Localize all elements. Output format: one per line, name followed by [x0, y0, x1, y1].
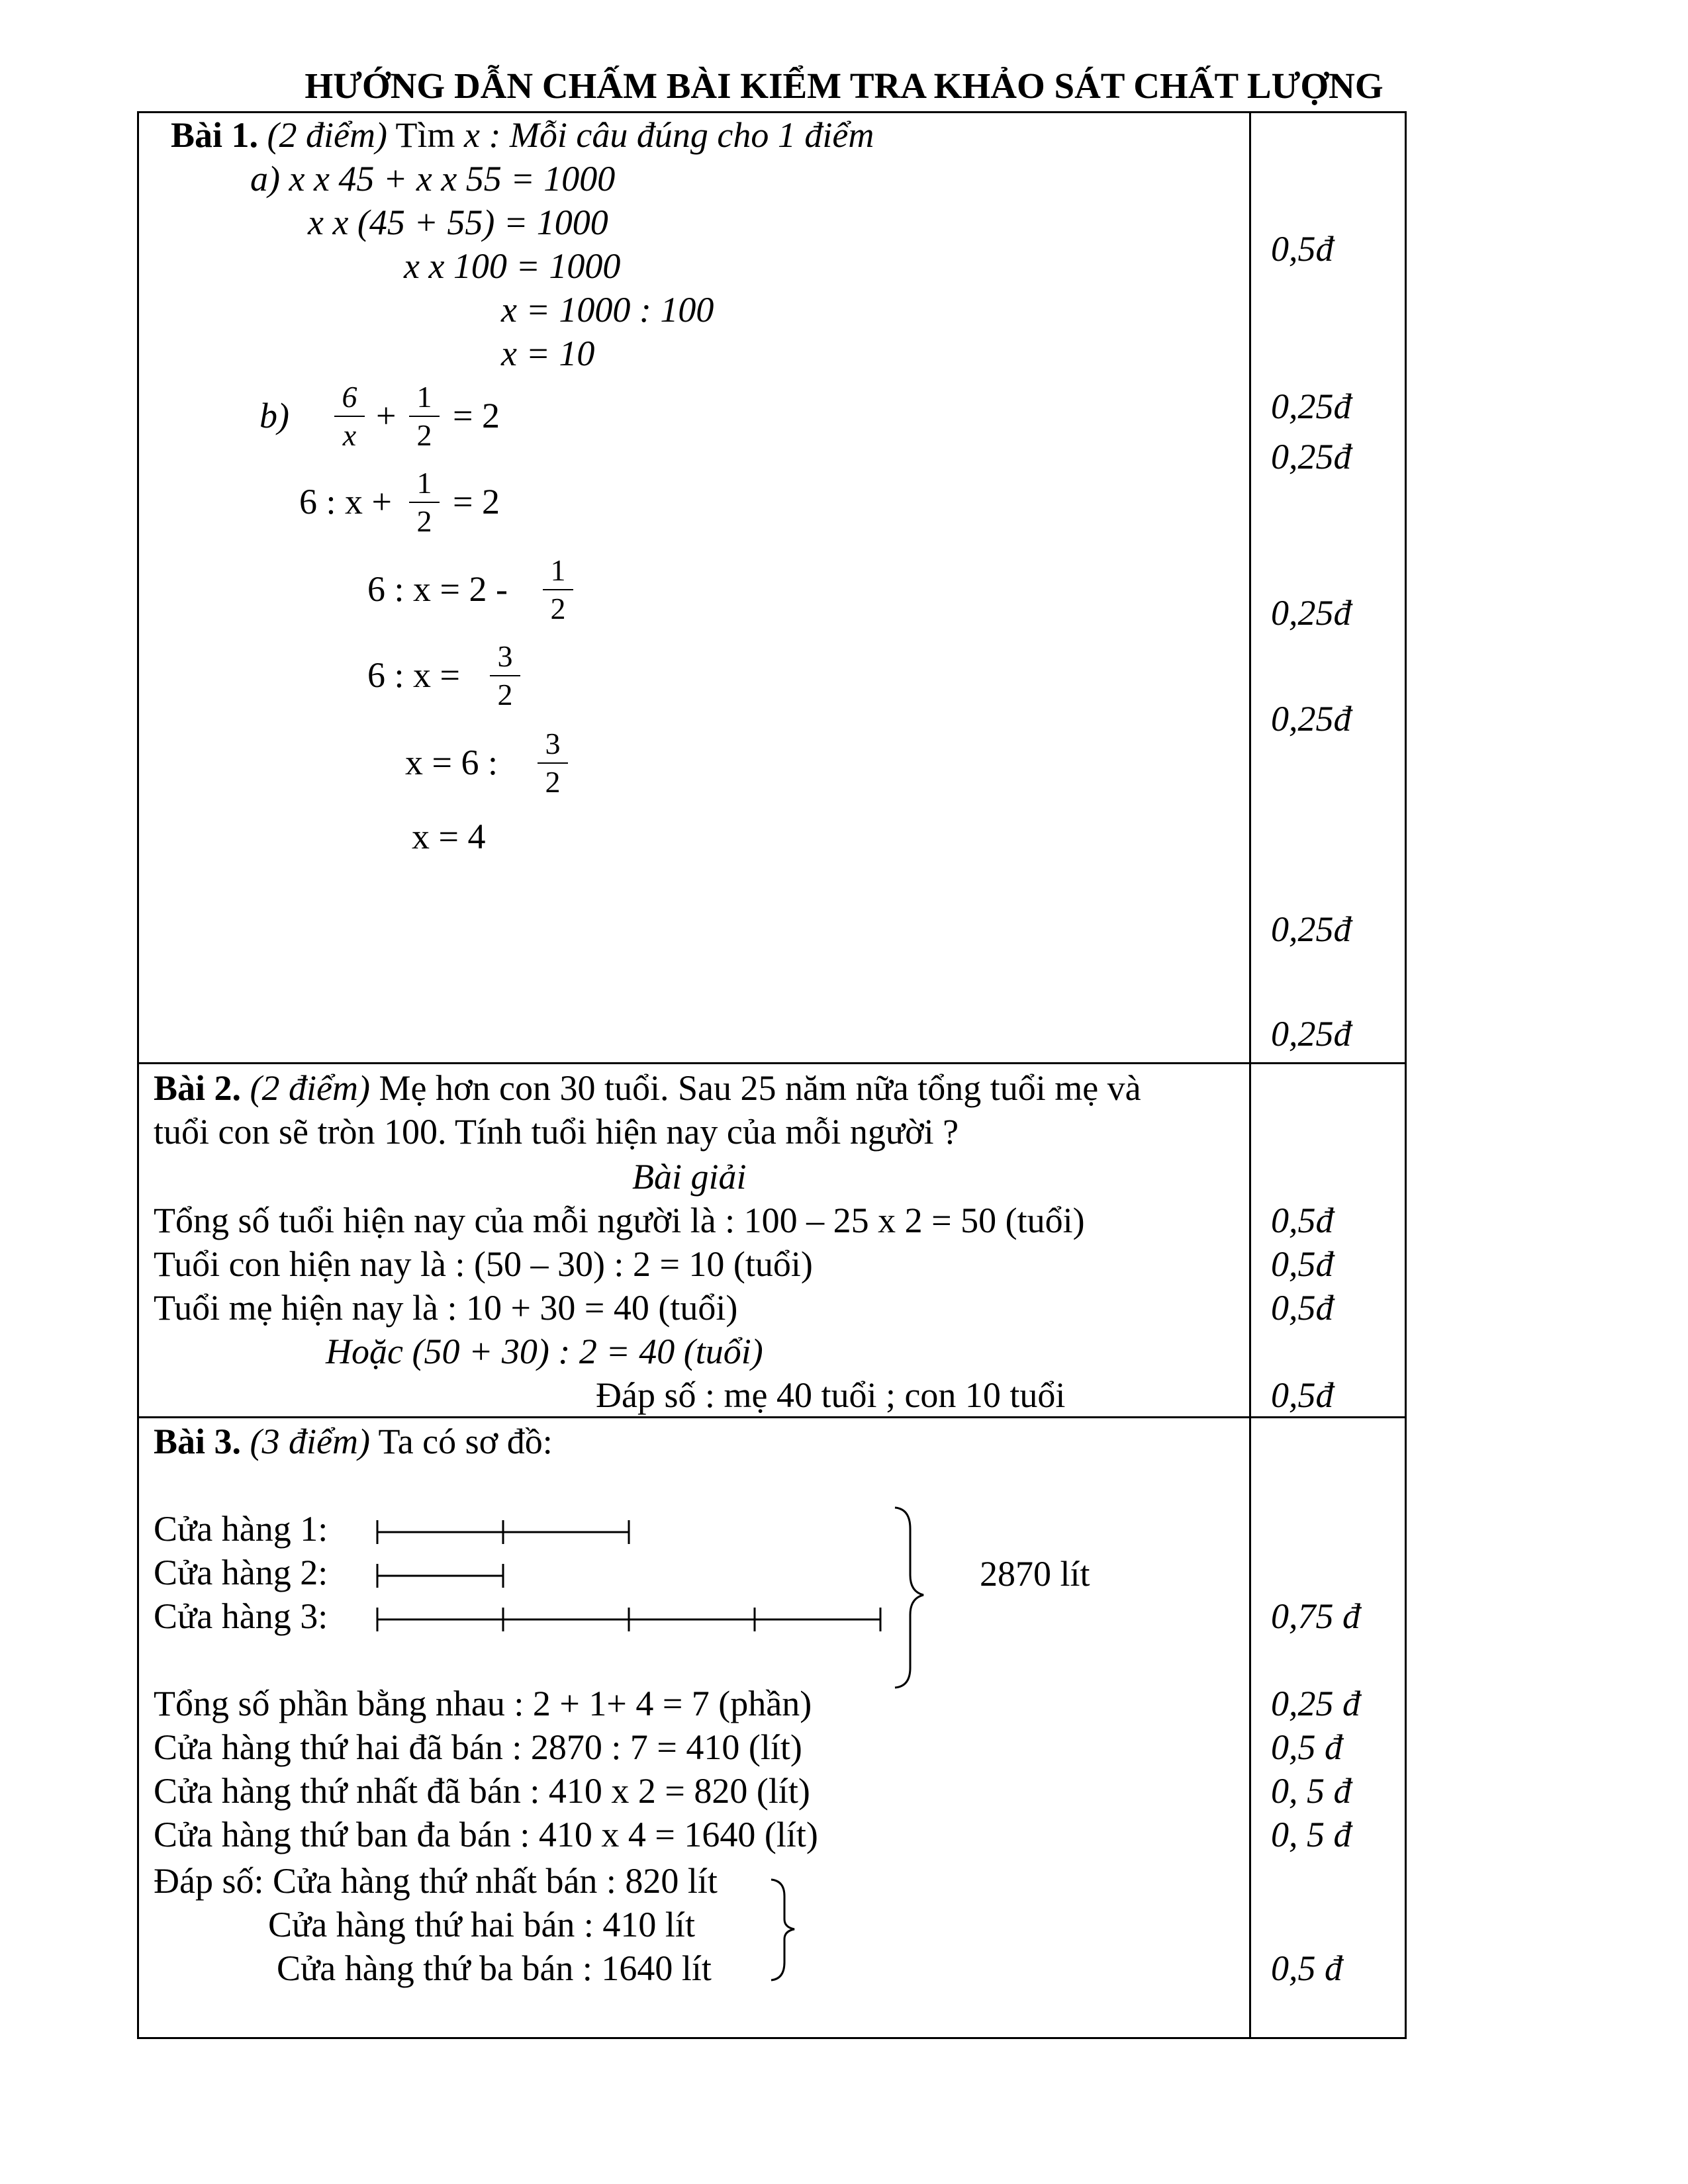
bai3-label: Bài 3. [154, 1422, 242, 1461]
bai1-points: (2 điểm) [267, 115, 387, 155]
bai2-prompt-1: Mẹ hơn con 30 tuổi. Sau 25 năm nữa tổng tuổi mẹ và [369, 1068, 1141, 1108]
bai3-line-1: Tổng số phần bằng nhau : 2 + 1+ 4 = 7 (phần) [154, 1684, 812, 1723]
bai3-prompt: Ta có sơ đồ: [369, 1422, 553, 1461]
bai1-b-label: b) [259, 396, 289, 435]
bai3-score-2: 0,25 đ [1271, 1684, 1360, 1723]
bai1-a-line-4: x = 1000 : 100 [501, 290, 714, 330]
bai2-score-3: 0,5đ [1271, 1288, 1334, 1328]
bai3-points: (3 điểm) [250, 1422, 370, 1461]
bai1-a-line-5: x = 10 [501, 334, 595, 373]
bai1-a-eq-1: x x 45 + x x 55 = 1000 [289, 159, 616, 199]
bai1-score-1: 0,5đ [1271, 229, 1334, 269]
bai1-prompt: Tìm [387, 115, 464, 155]
bai3-score-5: 0, 5 đ [1271, 1815, 1352, 1854]
bai1-b-frac-half-2: 1 2 [409, 467, 440, 537]
bai3-answer-2: Cửa hàng thứ hai bán : 410 lít [268, 1905, 695, 1944]
bai1-score-6: 0,25đ [1271, 909, 1352, 949]
bai1-score-3: 0,25đ [1271, 437, 1352, 477]
bai2-line-3: Tuổi mẹ hiện nay là : 10 + 30 = 40 (tuổi) [154, 1288, 738, 1328]
bai1-b-frac-half-3: 1 2 [543, 555, 573, 625]
bai2-solution-title: Bài giải [632, 1157, 747, 1197]
bai2-line-1: Tổng số tuổi hiện nay của mỗi người là : 100 – 25 x 2 = 50 (tuổi) [154, 1201, 1085, 1240]
bai2-score-4: 0,5đ [1271, 1375, 1334, 1415]
bai1-b-line-5: x = 6 : [405, 743, 498, 782]
bai3-score-6: 0,5 đ [1271, 1948, 1342, 1988]
bai1-label: Bài 1. [171, 115, 259, 155]
bai2-prompt-2: tuổi con sẽ tròn 100. Tính tuổi hiện nay của mỗi người ? [154, 1112, 959, 1152]
bai3-answer-3: Cửa hàng thứ ba bán : 1640 lít [277, 1948, 712, 1988]
bai2-alt: Hoặc (50 + 30) : 2 = 40 (tuổi) [326, 1332, 763, 1371]
bai3-score-3: 0,5 đ [1271, 1727, 1342, 1767]
bai1-b-line-3: 6 : x = 2 - [367, 569, 508, 609]
bai1-score-2: 0,25đ [1271, 387, 1352, 426]
bai3-total: 2870 lít [980, 1554, 1090, 1594]
bai3-score-1: 0,75 đ [1271, 1596, 1360, 1636]
bai1-b-frac-6-over-x: 6 x [334, 381, 365, 451]
bai3-score-4: 0, 5 đ [1271, 1771, 1352, 1811]
bai3-line-3: Cửa hàng thứ nhất đã bán : 410 x 2 = 820 (lít) [154, 1771, 810, 1811]
bai1-a-line-2: x x (45 + 55) = 1000 [308, 203, 608, 242]
bai3-store-1-label: Cửa hàng 1: [154, 1509, 328, 1549]
bai1-b-frac-three-half-1: 3 2 [490, 641, 520, 711]
bai1-score-7: 0,25đ [1271, 1014, 1352, 1054]
bai3-store-2-label: Cửa hàng 2: [154, 1553, 328, 1592]
bai1-b-eq-2-first: = 2 [453, 396, 500, 435]
bai2-score-2: 0,5đ [1271, 1244, 1334, 1284]
bai1-b-plus: + [376, 396, 397, 435]
bai1-b-frac-three-half-2: 3 2 [538, 728, 568, 798]
bai1-b-line-2: 6 : x + [299, 482, 392, 522]
bai1-a-line-3: x x 100 = 1000 [404, 246, 621, 286]
bai3-store-3-label: Cửa hàng 3: [154, 1596, 328, 1636]
bai3-line-2: Cửa hàng thứ hai đã bán : 2870 : 7 = 410 (lít) [154, 1727, 802, 1767]
bai3-big-brace [895, 1508, 923, 1688]
bai2-label: Bài 2. [154, 1068, 242, 1108]
bai1-b-line-4: 6 : x = [367, 655, 460, 695]
bai1-a-label: a) [250, 159, 280, 199]
bai2-points: (2 điểm) [250, 1068, 370, 1108]
bai1-prompt-x: x : Mỗi câu đúng cho 1 điểm [463, 115, 874, 155]
bai3-answer-brace [771, 1880, 794, 1980]
bai1-score-5: 0,25đ [1271, 699, 1352, 739]
bai1-b-frac-half-1: 1 2 [409, 381, 440, 451]
bai3-line-4: Cửa hàng thứ ban đa bán : 410 x 4 = 1640 (lít) [154, 1815, 818, 1854]
page-title: HƯỚNG DẪN CHẤM BÀI KIỂM TRA KHẢO SÁT CHẤT LƯỢNG [305, 66, 1383, 106]
bai1-b-eq-2-second: = 2 [453, 482, 500, 522]
bai2-line-2: Tuổi con hiện nay là : (50 – 30) : 2 = 10 (tuổi) [154, 1244, 813, 1284]
bai3-answer-1: Đáp số: Cửa hàng thứ nhất bán : 820 lít [154, 1861, 718, 1901]
bai2-answer: Đáp số : mẹ 40 tuổi ; con 10 tuổi [596, 1375, 1066, 1415]
bai2-score-1: 0,5đ [1271, 1201, 1334, 1240]
bai1-score-4: 0,25đ [1271, 593, 1352, 633]
bai1-b-line-6: x = 4 [412, 817, 486, 856]
